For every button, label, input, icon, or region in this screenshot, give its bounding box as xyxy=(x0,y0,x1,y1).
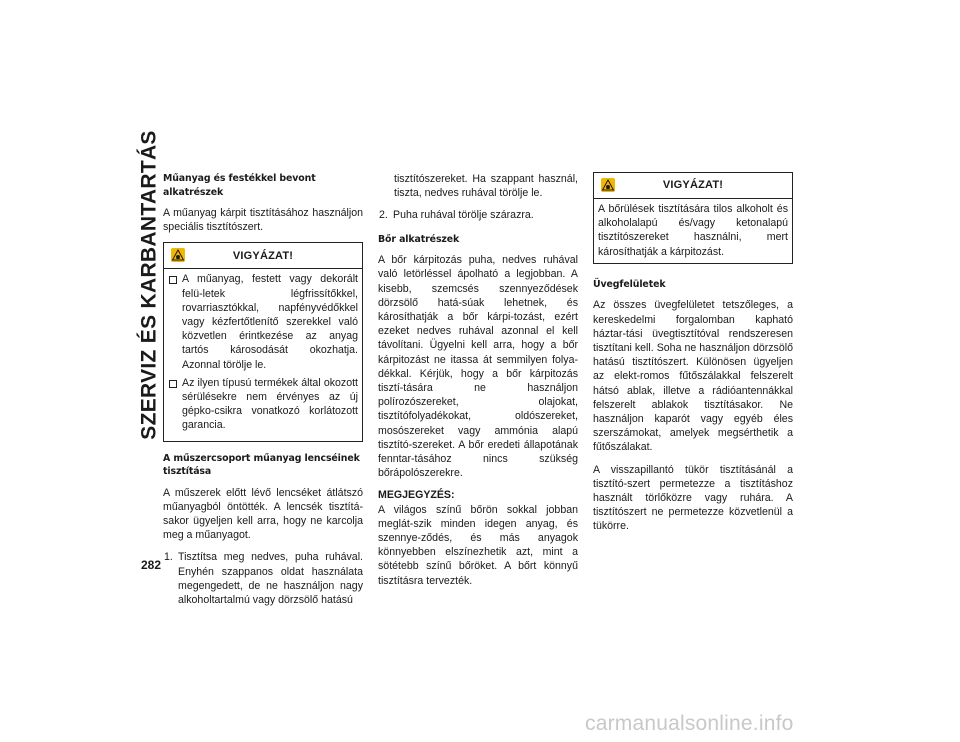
warning-header xyxy=(164,243,362,269)
page-number: 282 xyxy=(141,558,162,572)
note-text: A világos színű bőrön sokkal jobban meglát-szik minden idegen anyag, és szennye-ződés, és más anyagok könnyebben elszínezhetik azt, mint a sötétebb színű bőröket. A bőrt könnyű tisztításra tervezték. xyxy=(378,503,578,587)
heading-leather-parts: Bőr alkatrészek xyxy=(378,233,460,245)
section-title-text: SZERVIZ ÉS KARBANTARTÁS xyxy=(138,130,162,440)
column-2 xyxy=(378,172,578,596)
numbered-step xyxy=(378,208,578,222)
paragraph: A műanyag kárpit tisztításához használjon speciális tisztítószert. xyxy=(163,207,363,234)
warning-icon xyxy=(170,247,186,263)
warning-body xyxy=(594,199,792,263)
list-item xyxy=(168,376,358,433)
paragraph: A bőr kárpitozás puha, nedves ruhával való letörléssel ápolható a legjobban. A kisebb, szemcsés szennyeződések dörzsölő hatá-súak lehetnek, és károsíthatják a bőr kárpi-tozást, ezért ezeket nedves ruhával azonnal el kell távolítani. Ügyelni kell arra, hogy a bőr kárpitozást ne itassa át semmilyen folya-dékkal. Kérjük, hogy a bőr kárpitozás tisztí-tására ne használjon polírozószereket, olajokat, tisztítófolyadékokat, oldószereket, mosószereket vagy ammónia alapú tisztító-szereket. A bőr eredeti állapotának fenntar-tásához nincs szükség bőrápolószerekre. xyxy=(378,254,578,480)
warning-title: VIGYÁZAT! xyxy=(662,179,724,192)
bullet-box-icon xyxy=(169,276,177,284)
paragraph: A visszapillantó tükör tisztításánál a tisztító-szert permetezze a tisztításhoz használt törlőközre vagy ruhára. A tisztítószert ne permetezze közvetlenül a tükörre. xyxy=(593,463,793,533)
list-item xyxy=(168,272,358,371)
note-label: MEGJEGYZÉS: xyxy=(378,489,455,502)
warning-box xyxy=(163,242,363,441)
warning-icon xyxy=(600,177,616,193)
heading-plastic-parts: Műanyag és festékkel bevont alkatrészek xyxy=(163,173,316,198)
warning-box xyxy=(593,172,793,264)
note xyxy=(378,488,578,587)
column-3 xyxy=(593,172,793,542)
step-text: Tisztítsa meg nedves, puha ruhával. Enyhén szappanos oldat használata megengedett, de ne használjon nagy alkoholtartalmú vagy dörzsölő hatású xyxy=(178,551,363,607)
heading-lens-cleaning: A műszercsoport műanyag lencséinek tisztítása xyxy=(163,452,360,478)
step-text: Puha ruhával törölje szárazra. xyxy=(393,209,534,222)
warning-header xyxy=(594,173,792,199)
paragraph: A műszerek előtt lévő lencséket átlátszó műanyagból öntötték. A lencsék tisztítá-sakor ügyeljen kell arra, hogy ne karcolja meg a műanyagot. xyxy=(163,486,363,542)
heading-glass-surfaces: Üvegfelületek xyxy=(593,278,666,290)
watermark: carmanualsonline.info xyxy=(585,712,794,735)
bullet-text: A műanyag, festett vagy dekorált felü-letek légfrissítőkkel, rovarriasztókkal, napfényvédőkkel vagy kézfertőtlenítő szerekkel való közvetlen érintkezése az anyag tartós károsodását okozhatja. Azonnal törölje le. xyxy=(182,273,358,371)
column-1 xyxy=(163,172,363,613)
warning-text: A bőrülések tisztítására tilos alkoholt és alkoholalapú és/vagy ketonalapú tisztítószereket használni, mert károsíthatják a kárpitozást. xyxy=(598,203,788,258)
paragraph: Az összes üvegfelületet tetszőleges, a kereskedelmi forgalomban kapható háztar-tási üvegtisztítóval rendszeresen tisztítani kell. Soha ne használjon dörzsölő hatású tisztítószert. Különösen ügyeljen az elekt-romos fűtőszálakkal felszerelt hátsó ablak, illetve a rádióantennákkal felszerelt ablakok tisztításakor. Ne használjon kaparót vagy egyéb éles szerszámokat, amelyek megsérthetik a fűtőszálakat. xyxy=(593,299,793,454)
bullet-text: Az ilyen típusú termékek által okozott sérülésekre nem érvényes az új gépko-csikra vonatkozó korlátozott garancia. xyxy=(182,376,358,432)
warning-body xyxy=(164,269,362,440)
step-number: 2. xyxy=(379,209,388,222)
bullet-box-icon xyxy=(169,380,177,388)
warning-title: VIGYÁZAT! xyxy=(232,249,294,262)
numbered-step xyxy=(163,550,363,607)
step-number: 1. xyxy=(164,551,173,564)
step-continuation: tisztítószereket. Ha szappant használ, tiszta, nedves ruhával törölje le. xyxy=(394,173,578,200)
